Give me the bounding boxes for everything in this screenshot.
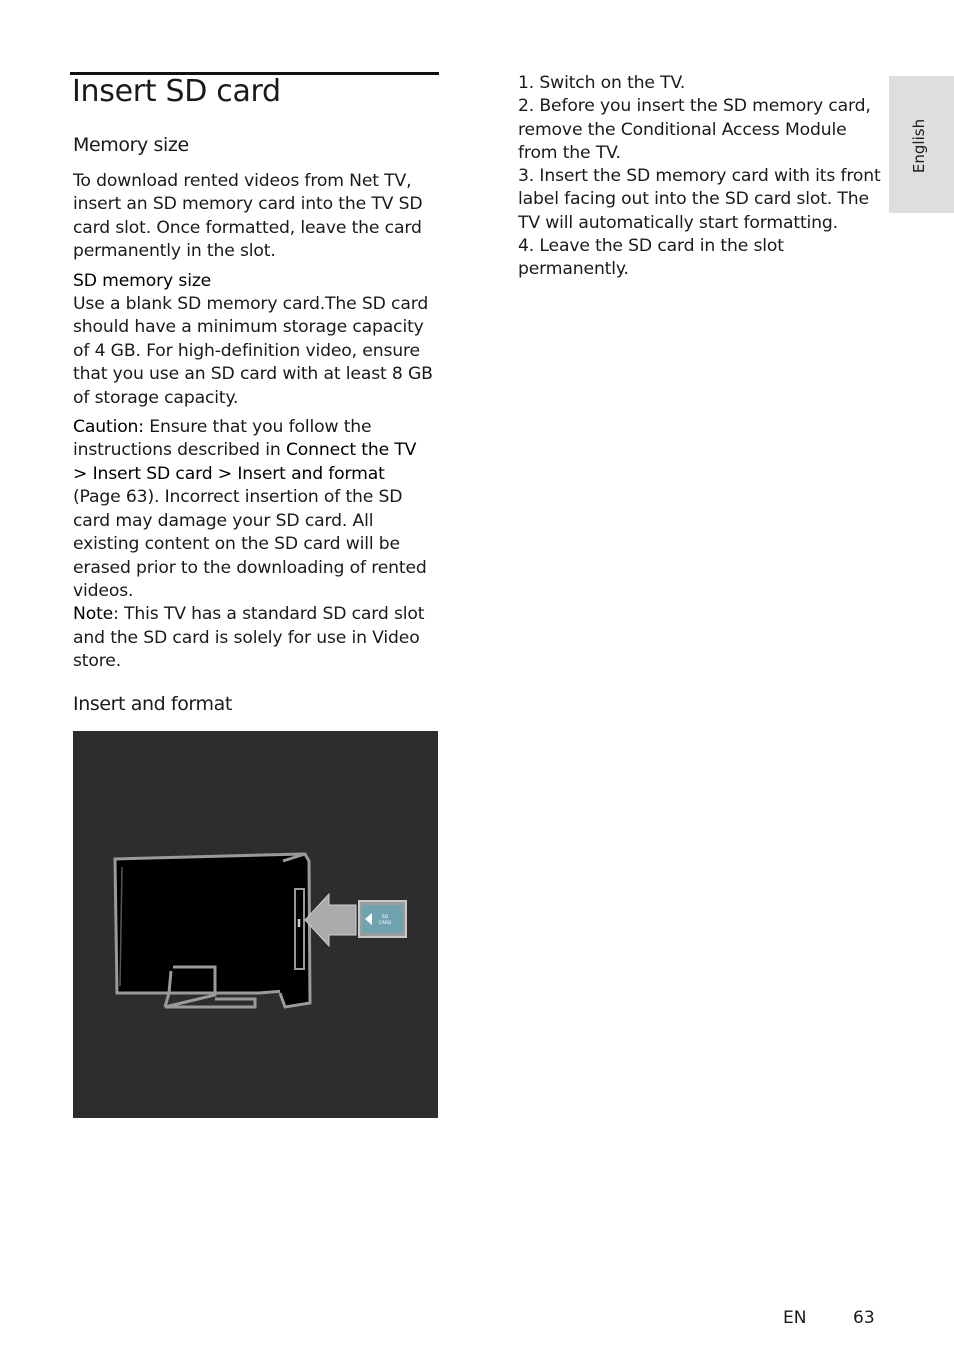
caution-text-1: Ensure that you follow the instructions described in: [73, 417, 372, 461]
page-title: Insert SD card: [72, 74, 281, 109]
note-paragraph: [73, 603, 433, 673]
sd-memory-size-heading: SD memory size: [73, 270, 212, 291]
insert-steps: [518, 72, 888, 282]
language-tab-label: English: [910, 118, 928, 174]
step-2: 2. Before you insert the SD memory card, remove the Conditional Access Module from the TV.: [518, 96, 871, 163]
page-number: 63: [853, 1308, 875, 1328]
memory-size-intro: To download rented videos from Net TV, insert an SD memory card into the TV SD card slot. Once formatted, leave the card permanently in the slot.: [73, 171, 423, 262]
caution-text-2: (Page 63). Incorrect insertion of the SD card may damage your SD card. All existing content on the SD card will be erased prior to the downloading of rented videos.: [73, 487, 427, 601]
footer-language: EN: [783, 1308, 807, 1328]
caution-paragraph: [73, 416, 433, 603]
tv-back-sd-slot-diagram: [73, 731, 438, 1118]
sd-memory-size-text: Use a blank SD memory card.The SD card should have a minimum storage capacity of 4 GB. For high-definition video, ensure that you use an SD card with at least 8 GB of storage capacity.: [73, 294, 433, 408]
language-tab: [889, 76, 954, 213]
insert-format-heading: Insert and format: [73, 693, 232, 715]
sd-card-label-1: SD: [381, 915, 389, 920]
note-label: Note: [73, 604, 114, 625]
memory-size-heading: Memory size: [73, 134, 189, 156]
sd-card-label-2: CARD: [378, 921, 392, 926]
tv-sd-card-illustration: [73, 731, 438, 1118]
step-3: 3. Insert the SD memory card with its front label facing out into the SD card slot. The TV will automatically start formatting.: [518, 166, 881, 233]
note-text: : This TV has a standard SD card slot and the SD card is solely for use in Video store.: [73, 604, 425, 672]
memory-size-section: [73, 170, 433, 674]
caution-label: Caution:: [73, 417, 144, 438]
step-4: 4. Leave the SD card in the slot permanently.: [518, 236, 784, 280]
caution-link[interactable]: Connect the TV > Insert SD card > Insert and format: [73, 440, 417, 484]
step-1: 1. Switch on the TV.: [518, 73, 686, 93]
